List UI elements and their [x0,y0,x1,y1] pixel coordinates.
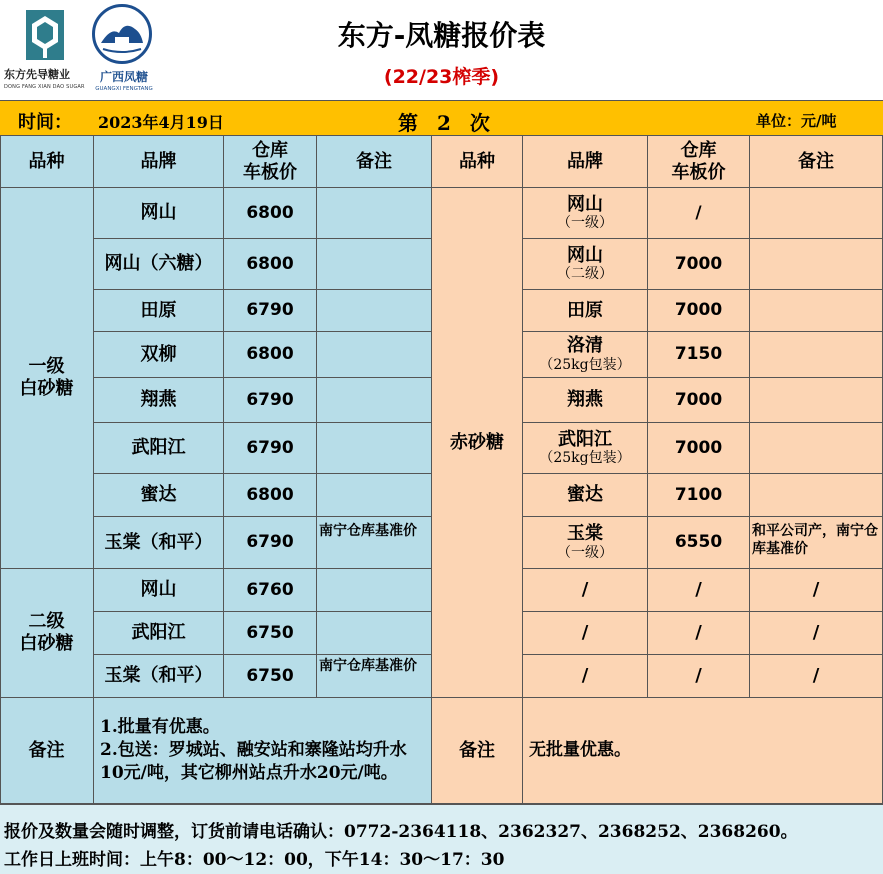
header-remark-right: 备注 [750,136,883,188]
right-brand-name: 田原 [567,299,603,321]
header-price-left [224,136,317,188]
left-brand-cell: 田原 [94,290,224,332]
right-remark-cell [750,239,883,290]
header-variety-left: 品种 [0,136,94,188]
right-brand-sub: （25kg包装） [539,356,631,373]
left-remark-cell [317,188,432,239]
right-remark-cell [750,378,883,423]
right-price-cell: 7000 [648,239,750,290]
right-brand-name: 翔燕 [567,389,603,411]
right-remark-cell: / [750,655,883,698]
right-brand-cell [523,332,648,378]
left-remark-cell [317,378,432,423]
dongfang-logo-text: 东方先导糖业 [4,68,70,81]
footer-hours: 工作日上班时间：上午8：00～12：00，下午14：30～17：30 [4,850,505,870]
fengtang-logo [88,4,160,96]
dongfang-logo [4,6,84,96]
left-brand-cell: 网山 [94,188,224,239]
price-table [0,136,883,804]
left-price-cell: 6790 [224,423,317,474]
right-remark-cell [750,423,883,474]
left-brand-cell: 蜜达 [94,474,224,517]
left-price-cell: 6790 [224,517,317,569]
header-brand-left: 品牌 [94,136,224,188]
right-brand-cell [523,239,648,290]
right-price-cell: 7100 [648,474,750,517]
right-brand-name: 武阳江 [557,428,612,450]
left-remark-cell [317,290,432,332]
left-brand-cell: 网山 [94,569,224,612]
left-remark-cell [317,239,432,290]
right-brand-sub: （二级） [557,266,613,283]
page-title: 东方-凤糖报价表 [337,19,546,52]
right-price-cell: 7000 [648,423,750,474]
right-price-cell: / [648,612,750,655]
grade2-line1: 二级 [28,611,65,633]
fengtang-emblem-icon [92,4,152,64]
left-price-cell: 6760 [224,569,317,612]
table-left-border [0,136,1,804]
right-remark-cell [750,188,883,239]
header-price-line1: 仓库 [680,139,717,161]
left-note-line2: 2.包送：罗城站、融安站和寨隆站均升水10元/吨，其它柳州站点升水20元/吨。 [100,740,407,783]
header-brand-right: 品牌 [523,136,648,188]
grade2-white-sugar [0,569,94,698]
season-label: (22/23榨季) [383,66,500,88]
header-price-line2: 车板价 [243,161,297,183]
left-price-cell: 6750 [224,612,317,655]
right-brand-sub: （一级） [557,215,613,232]
right-brand-name: 玉棠 [567,523,603,545]
right-remark-cell: / [750,612,883,655]
header-price-right [648,136,750,188]
right-brand-cell [523,423,648,474]
right-price-cell: 7000 [648,378,750,423]
info-bar [0,100,883,136]
right-brand-name: 网山 [567,244,603,266]
unit-label: 单位：元/吨 [756,112,837,130]
right-remark-cell [750,290,883,332]
left-brand-cell: 双柳 [94,332,224,378]
right-brand-cell [523,474,648,517]
left-brand-cell: 翔燕 [94,378,224,423]
right-brand-name: 网山 [567,193,603,215]
red-sugar-variety: 赤砂糖 [432,188,523,698]
left-price-cell: 6800 [224,188,317,239]
footer-contact: 报价及数量会随时调整，订货前请电话确认：0772-2364118、2362327、2368252、2368260。 [4,822,798,842]
left-note-label: 备注 [0,698,94,804]
grade1-white-sugar [0,188,94,569]
left-remark-cell: 南宁仓库基准价 [317,517,432,569]
left-remark-cell [317,332,432,378]
right-brand-cell [523,290,648,332]
right-remark-cell [750,332,883,378]
header-variety-right: 品种 [432,136,523,188]
left-remark-cell [317,423,432,474]
right-brand-cell [523,188,648,239]
right-price-cell: 6550 [648,517,750,569]
left-price-cell: 6800 [224,474,317,517]
left-brand-cell: 武阳江 [94,423,224,474]
right-brand-cell: / [523,569,648,612]
right-price-cell: / [648,188,750,239]
left-remark-cell [317,612,432,655]
right-price-cell: / [648,569,750,612]
grade1-line1: 一级 [28,356,65,378]
left-brand-cell: 玉棠（和平） [94,655,224,698]
left-price-cell: 6800 [224,332,317,378]
right-brand-sub: （25kg包装） [539,450,631,467]
left-remark-cell: 南宁仓库基准价 [317,655,432,698]
right-note-content: 无批量优惠。 [523,698,883,804]
grade2-line2: 白砂糖 [19,633,74,654]
fengtang-logo-text: 广西凤糖 [99,70,148,84]
header [0,0,883,100]
left-price-cell: 6790 [224,290,317,332]
right-brand-cell: / [523,612,648,655]
left-remark-cell [317,474,432,517]
left-note-line1: 1.批量有优惠。 [100,717,220,738]
footer [0,804,883,874]
right-brand-cell: / [523,655,648,698]
quote-round: 第 2 次 [398,111,496,135]
header-price-line1: 仓库 [252,139,288,161]
right-brand-sub: （一级） [557,544,613,561]
left-price-cell: 6790 [224,378,317,423]
right-price-cell: 7000 [648,290,750,332]
right-price-cell: 7150 [648,332,750,378]
fengtang-logo-subtext: GUANGXI FENGTANG [95,86,153,92]
left-remark-cell [317,569,432,612]
left-price-cell: 6800 [224,239,317,290]
right-brand-cell [523,378,648,423]
right-price-cell: / [648,655,750,698]
right-brand-cell [523,517,648,569]
right-brand-name: 洛清 [566,335,603,357]
left-price-cell: 6750 [224,655,317,698]
header-remark-left: 备注 [317,136,432,188]
right-brand-name: 蜜达 [567,484,603,506]
quote-date: 2023年4月19日 [98,113,224,132]
left-brand-cell: 网山（六糖） [94,239,224,290]
right-remark-cell: 和平公司产，南宁仓库基准价 [750,517,883,569]
right-remark-cell [750,474,883,517]
header-price-line2: 车板价 [671,161,726,183]
grade1-line2: 白砂糖 [19,378,74,399]
dongfang-emblem-icon [22,8,68,62]
left-brand-cell: 玉棠（和平） [94,517,224,569]
time-label: 时间： [18,112,72,133]
left-brand-cell: 武阳江 [94,612,224,655]
dongfang-logo-subtext: DONG FANG XIAN DAO SUGAR [4,84,85,90]
right-remark-cell: / [750,569,883,612]
left-note-content [94,698,432,804]
right-note-label: 备注 [432,698,523,804]
